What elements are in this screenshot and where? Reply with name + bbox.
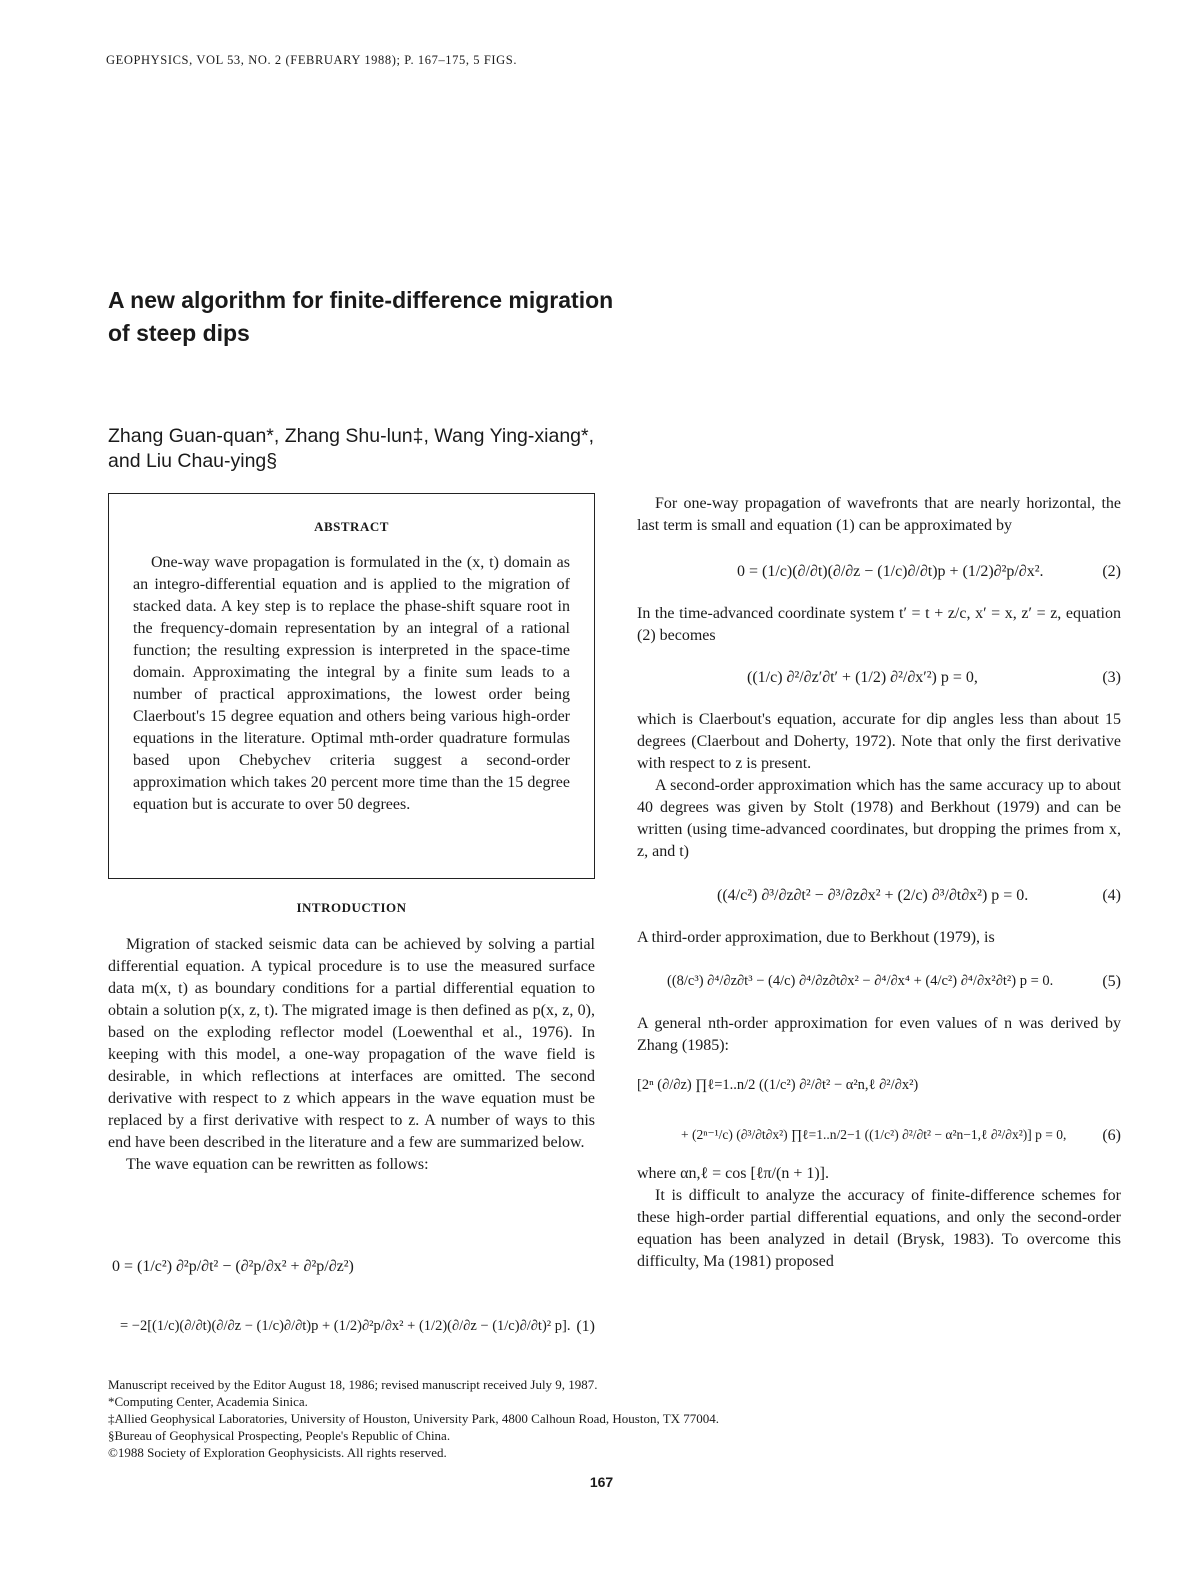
footnote-affiliation-2: ‡Allied Geophysical Laboratories, University of Houston, University Park, 4800 Calhoun Road, Houston, TX 77004. bbox=[108, 1411, 720, 1426]
introduction-section bbox=[108, 900, 595, 1176]
right-paragraph-8: It is difficult to analyze the accuracy of finite-difference schemes for these high-order partial differential equations, and only the second-order equation has been analyzed in detail (Brysk, 1983). To overcome this difficulty, Ma (1981) proposed bbox=[637, 1187, 1121, 1270]
equation-1-number: (1) bbox=[576, 1318, 595, 1335]
author-list bbox=[108, 424, 828, 474]
equation-5-number: (5) bbox=[1102, 973, 1121, 990]
introduction-heading: INTRODUCTION bbox=[296, 900, 407, 915]
equation-3-number: (3) bbox=[1102, 669, 1121, 686]
authors-line-1: Zhang Guan-quan*, Zhang Shu-lun‡, Wang Ying-xiang*, bbox=[108, 425, 595, 447]
title-line-1: A new algorithm for finite-difference migration bbox=[108, 287, 614, 313]
footnote-copyright: ©1988 Society of Exploration Geophysicists. All rights reserved. bbox=[108, 1445, 447, 1460]
equation-2: 0 = (1/c)(∂/∂t)(∂/∂z − (1/c)∂/∂t)p + (1/2)∂²p/∂x². (2) bbox=[737, 563, 1121, 580]
article-title bbox=[108, 284, 808, 350]
abstract-text: One-way wave propagation is formulated in the (x, t) domain as an integro-differential equation and is applied to the migration of stacked data. A key step is to replace the phase-shift square root in the frequency-domain representation by an integral of a rational function; the resulting expression is interpreted in the space-time domain. Approximating the integral by a finite sum leads to a number of practical approximations, the lowest order being Claerbout's 15 degree equation and others being various high-order equations in the literature. Optimal mth-order quadrature formulas based upon Chebychev criteria suggest a second-order approximation which takes 20 percent more time than the 15 degree equation but is accurate to over 50 degrees. bbox=[133, 554, 570, 813]
footnote-affiliation-1: *Computing Center, Academia Sinica. bbox=[108, 1394, 308, 1409]
right-paragraph-7: where αn,ℓ = cos [ℓπ/(n + 1)]. bbox=[637, 1165, 830, 1182]
right-paragraph-5: A third-order approximation, due to Berkhout (1979), is bbox=[637, 929, 995, 946]
right-paragraph-1: For one-way propagation of wavefronts that are nearly horizontal, the last term is small and equation (1) can be approximated by bbox=[637, 495, 1121, 534]
equation-4-number: (4) bbox=[1102, 887, 1121, 904]
footnote-received: Manuscript received by the Editor August 18, 1986; revised manuscript received July 9, 1987. bbox=[108, 1377, 598, 1392]
equation-6-number: (6) bbox=[1102, 1127, 1121, 1144]
right-paragraph-2: In the time-advanced coordinate system t′ = t + z/c, x′ = x, z′ = z, equation (2) becomes bbox=[637, 605, 1121, 644]
intro-paragraph-2: The wave equation can be rewritten as follows: bbox=[126, 1156, 429, 1173]
page-number: 167 bbox=[589, 1474, 614, 1490]
equation-4: ((4/c²) ∂³/∂z∂t² − ∂³/∂z∂x² + (2/c) ∂³/∂t∂x²) p = 0. (4) bbox=[717, 887, 1121, 904]
equation-2-number: (2) bbox=[1102, 563, 1121, 580]
equation-1-line-1: 0 = (1/c²) ∂²p/∂t² − (∂²p/∂x² + ∂²p/∂z²) bbox=[112, 1258, 354, 1275]
footnotes bbox=[108, 1376, 1008, 1461]
equation-5: ((8/c³) ∂⁴/∂z∂t³ − (4/c) ∂⁴/∂z∂t∂x² − ∂⁴/∂x⁴ + (4/c²) ∂⁴/∂x²∂t²) p = 0. (5) bbox=[667, 973, 1121, 990]
authors-line-2: and Liu Chau-ying§ bbox=[108, 450, 278, 472]
right-paragraph-6: A general nth-order approximation for even values of n was derived by Zhang (1985): bbox=[637, 1015, 1121, 1054]
right-column bbox=[637, 493, 1121, 1273]
intro-paragraph-1: Migration of stacked seismic data can be achieved by solving a partial differential equation. A typical procedure is to use the measured surface data m(x, t) as boundary conditions for a partial differential equation to obtain a solution p(x, z, t). The migrated image is then defined as p(x, z, 0), based on the exploding reflector model (Loewenthal et al., 1976). In keeping with this model, a one-way propagation of the wave field is desirable, in which reflections at interfaces are omitted. The second derivative with respect to z which appears in the wave equation must be replaced by a first derivative with respect to z. A number of ways to this end have been described in the literature and a few are summarized below. bbox=[108, 936, 595, 1151]
journal-header: GEOPHYSICS, VOL 53, NO. 2 (FEBRUARY 1988); P. 167–175, 5 FIGS. bbox=[106, 53, 518, 67]
abstract-box bbox=[108, 493, 595, 879]
equation-6: [2ⁿ (∂/∂z) ∏ℓ=1..n/2 ((1/c²) ∂²/∂t² − α²n,ℓ ∂²/∂x²) + (2ⁿ⁻¹/c) (∂³/∂t∂x²) ∏ℓ=1..n/2−1 ((1/c²) ∂²/∂t² − α²n−1,ℓ ∂²/∂x²)] p = 0, (6) bbox=[637, 1077, 1121, 1144]
abstract-heading: ABSTRACT bbox=[314, 519, 389, 534]
right-paragraph-4: A second-order approximation which has the same accuracy up to about 40 degrees was given by Stolt (1978) and Berkhout (1979) and can be written (using time-advanced coordinates, but dropping the primes from x, z, and t) bbox=[637, 777, 1121, 860]
right-paragraph-3: which is Claerbout's equation, accurate for dip angles less than about 15 degrees (Claerbout and Doherty, 1972). Note that only the first derivative with respect to z is present. bbox=[637, 711, 1121, 772]
equation-3: ((1/c) ∂²/∂z′∂t′ + (1/2) ∂²/∂x′²) p = 0, (3) bbox=[747, 669, 1121, 686]
equation-1-line-2: = −2[(1/c)(∂/∂t)(∂/∂z − (1/c)∂/∂t)p + (1/2)∂²p/∂x² + (1/2)(∂/∂z − (1/c)∂/∂t)² p]. (1) bbox=[120, 1318, 595, 1335]
title-line-2: of steep dips bbox=[108, 320, 250, 346]
footnote-affiliation-3: §Bureau of Geophysical Prospecting, People's Republic of China. bbox=[108, 1428, 451, 1443]
